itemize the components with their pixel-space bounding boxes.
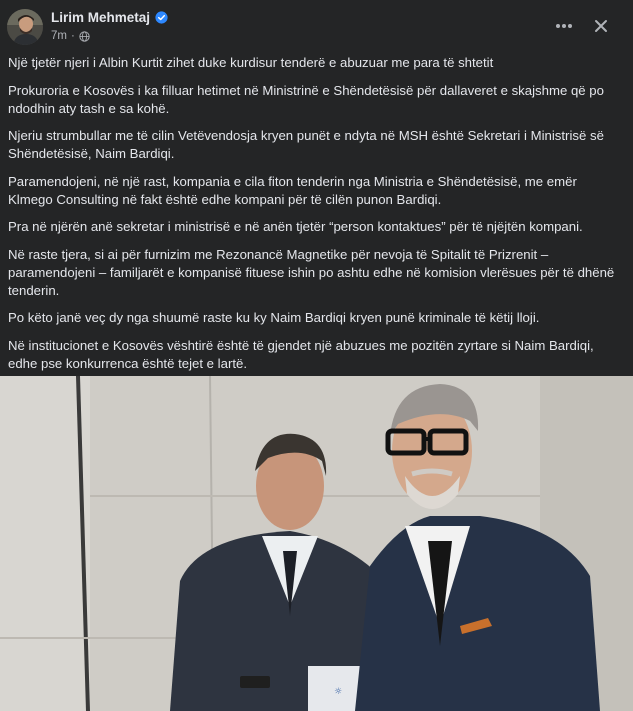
- close-icon: [594, 19, 608, 33]
- post-timestamp[interactable]: 7m: [51, 30, 67, 42]
- post-paragraph: Në raste tjera, si ai për furnizim me Rezonancë Magnetike për nevoja të Spitalit të Prizrenit – paramendojeni – familjarët e kompanisë fituese ishin po ashtu edhe në komision vlerësues për të dhënë tenderin.: [8, 246, 615, 298]
- post-header: [0, 0, 633, 54]
- post-paragraph: Pra në njërën anë sekretar i ministrisë e në anën tjetër “person kontaktues” për të njëjtën kompani.: [8, 219, 583, 234]
- author-row: [51, 10, 168, 25]
- post-paragraph: Paramendojeni, në një rast, kompania e cila fiton tenderin nga Ministria e Shëndetësisë, me emër Klmego Consulting në fakt është edhe kompani për të cilën punon Bardiqi.: [8, 173, 577, 207]
- post-meta: [51, 30, 90, 42]
- avatar[interactable]: [7, 9, 43, 45]
- globe-icon[interactable]: [79, 31, 90, 42]
- svg-text:☼: ☼: [333, 687, 343, 697]
- close-post-button[interactable]: [587, 13, 615, 39]
- post-paragraph: Një tjetër njeri i Albin Kurtit zihet duke kurdisur tenderë e abuzuar me para të shtetit: [8, 55, 494, 70]
- post-paragraph: Po këto janë veç dy nga shuumë raste ku ky Naim Bardiqi kryen punë kriminale të këtij lloji.: [8, 310, 540, 325]
- post-paragraph: Prokuroria e Kosovës i ka filluar hetimet në Ministrinë e Shëndetësisë për dallaveret e skajshme që po ndodhin aty tash e sa kohë.: [8, 82, 604, 116]
- post-paragraph: Në institucionet e Kosovës vështirë është të gjendet një abuzues me pozitën zyrtare si Naim Bardiqi, edhe pse konkurrenca është tejet e lartë.: [8, 337, 594, 371]
- more-horizontal-icon: [555, 23, 573, 29]
- post-paragraph: Njeriu strumbullar me të cilin Vetëvendosja kryen punët e ndyta në MSH është Sekretari i Ministrisë së Shëndetësisë, Naim Bardiqi.: [8, 128, 604, 161]
- more-options-button[interactable]: [550, 13, 578, 39]
- post-photo[interactable]: [0, 376, 633, 711]
- post-text: [8, 54, 620, 382]
- meta-separator: ·: [70, 30, 75, 42]
- photo-image: [0, 376, 633, 711]
- verified-badge-icon: [155, 11, 168, 24]
- author-name[interactable]: Lirim Mehmetaj: [51, 10, 151, 25]
- avatar-image: [7, 9, 43, 45]
